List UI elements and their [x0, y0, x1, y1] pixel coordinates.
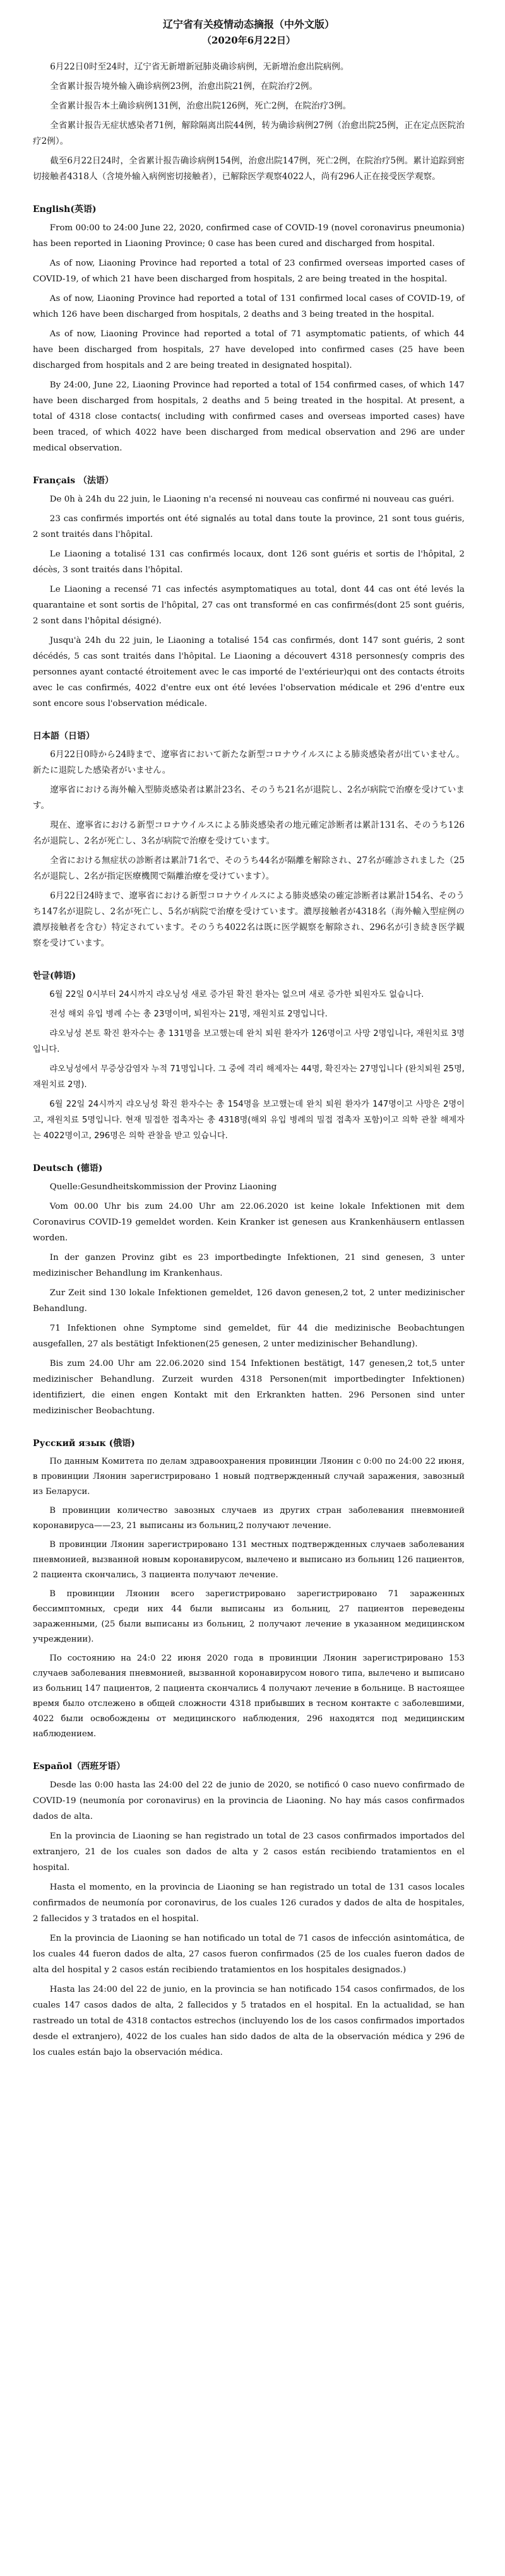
section-spanish: [33, 1760, 465, 2061]
section-heading-russian: Русский язык (俄语): [33, 1438, 135, 1449]
paragraph: Zur Zeit sind 130 lokale Infektionen gemeldet, 126 davon genesen,2 tot, 2 unter medizinischer Behandlung.: [33, 1288, 465, 1314]
paragraph: As of now, Liaoning Province had reported a total of 71 asymptomatic patients, of which 44 have been discharged from hospitals, 27 have developed into confirmed cases (25 have been discharged from hospitals and 2 are being treated in designated hospital).: [33, 329, 465, 370]
paragraph: 全省累计报告境外输入确诊病例23例，治愈出院21例，在院治疗2例。: [50, 81, 318, 91]
paragraph: 6月22日0時から24時まで、遼寧省において新たな新型コロナウイルスによる肺炎感染者が出ていません。新たに退院した感染者がいません。: [33, 750, 465, 775]
paragraph: 랴오닝성에서 무증상감염자 누적 71명입니다. 그 중에 격리 해제자는 44명, 확진자는 27명입니다 (완치퇴원 25명, 재원치료 2명).: [33, 1064, 465, 1090]
paragraph: В провинции Ляонин всего зарегистрировано зарегистрировано 71 зараженных бессимптомных, среди них 44 были выписаны из больниц, 27 пациентов переведены зараженными, (25 были выписаны из больниц, 2 получают лечение в указанном медицинском учреждении).: [33, 1589, 465, 1644]
paragraph: В провинции количество завозных случаев из других стран заболевания пневмонией коронавируса——23, 21 выписаны из больниц,2 получают лечение.: [33, 1506, 465, 1531]
document-title: 辽宁省有关疫情动态摘报（中外文版）: [162, 18, 335, 30]
paragraph: De 0h à 24h du 22 juin, le Liaoning n'a recensé ni nouveau cas confirmé ni nouveau cas guéri.: [49, 495, 454, 504]
paragraph: Quelle:Gesundheitskommission der Provinz Liaoning: [49, 1182, 277, 1192]
section-japanese: [33, 729, 465, 951]
paragraph: 23 cas confirmés importés ont été signalés au total dans toute la province, 21 sont tous guéris, 2 sont traités dans l'hôpital.: [33, 514, 465, 539]
paragraph: 랴오닝성 본토 확진 환자수는 총 131명을 보고했는데 완치 퇴원 환자가 126명이고 사망 2명입니다, 재원치료 3명입니다.: [33, 1029, 465, 1054]
paragraph: 全省累计报告本土确诊病例131例，治愈出院126例，死亡2例，在院治疗3例。: [50, 101, 352, 111]
paragraph: Desde las 0:00 hasta las 24:00 del 22 de junio de 2020, se notificó 0 caso nuevo confirmado de COVID-19 (neumonía por coronavirus) en la provincia de Liaoning. No hay más casos confirmados dados de alta.: [33, 1780, 465, 1821]
paragraph: 71 Infektionen ohne Symptome sind gemeldet, für 44 die medizinische Beobachtungen ausgefallen, 27 als bestätigt Infektionen(25 genesen, 2 unter medizinischer Behandlung).: [33, 1324, 465, 1349]
section-french: [33, 474, 465, 712]
paragraph: Hasta el momento, en la provincia de Liaoning se han registrado un total de 131 casos locales confirmados de neumonía por coronavirus, de los cuales 126 curados y dados de alta de hospitales, 2 fallecidos y 3 tratados en el hospital.: [33, 1883, 465, 1924]
paragraph: From 00:00 to 24:00 June 22, 2020, confirmed case of COVID-19 (novel coronavirus pneumonia) has been reported in Liaoning Province; 0 case has been cured and discharged from hospital.: [33, 223, 465, 249]
section-heading-french: Français （法语）: [33, 476, 114, 486]
paragraph: En la provincia de Liaoning se han notificado un total de 71 casos de infección asintomática, de los cuales 44 fueron dados de alta, 27 casos fueron confirmados (25 de los cuales fueron dados de alta del hospital y 2 casos están recibiendo tratamientos en los hospitales designados.): [33, 1934, 465, 1975]
paragraph: Vom 00.00 Uhr bis zum 24.00 Uhr am 22.06.2020 ist keine lokale Infektionen mit dem Coronavirus COVID-19 gemeldet worden. Kein Kranker ist genesen aus Krankenhäusern entlassen worden.: [33, 1202, 465, 1243]
section-heading-japanese: 日本語（日语）: [33, 731, 95, 741]
section-chinese: [33, 59, 465, 185]
paragraph: По данным Комитета по делам здравоохранения провинции Ляонин с 0:00 по 24:00 22 июня, в провинции Ляонин зарегистрировано 1 новый подтвержденный случай заражения, завозный из Беларуси.: [33, 1457, 465, 1497]
section-heading-korean: 한글(韩语): [33, 971, 76, 981]
paragraph: 6월 22일 24시까지 랴오닝성 확진 환자수는 총 154명을 보고했는데 완치 퇴원 환자가 147명이고 사망은 2명이고, 재원치료 5명입니다. 현재 밀접한 접촉자는 총 4318명(해외 유입 병례의 밀접 접촉자 포함)이고 의학 관찰 해제자는 4022명이고, 296명은 의학 관찰을 받고 있습니다.: [33, 1100, 465, 1141]
paragraph: 전성 해외 유입 병례 수는 총 23명이며, 퇴원자는 21명, 재원치료 2명입니다.: [49, 1009, 328, 1019]
paragraph: Bis zum 24.00 Uhr am 22.06.2020 sind 154 Infektionen bestätigt, 147 genesen,2 tot,5 unter medizinischer Behandlung. Zurzeit wurden 4318 Personen(mit importbedingter Infektionen) identifiziert, die einen engen Kontakt mit den Erkrankten hatten. 296 Personen sind unter medizinischer Beobachtung.: [33, 1359, 465, 1416]
paragraph: Le Liaoning a recensé 71 cas infectés asymptomatiques au total, dont 44 cas ont été levés la quarantaine et sont sortis de l'hôpital, 27 cas ont transformé en cas confirmés(dont 25 sont guéris, 2 sont dans l'hôpital désigné).: [33, 585, 465, 626]
paragraph: 全省累计报告无症状感染者71例，解除隔离出院44例，转为确诊病例27例（治愈出院25例，正在定点医院治疗2例）。: [33, 121, 465, 146]
section-english: [33, 203, 465, 456]
section-russian: [33, 1437, 465, 1742]
paragraph: 現在、遼寧省における新型コロナウイルスによる肺炎感染者の地元確定診断者は累計131名、そのうち126名が退院し、2名が死亡し、3名が病院で治療を受けています。: [33, 820, 465, 846]
paragraph: As of now, Liaoning Province had reported a total of 131 confirmed local cases of COVID-19, of which 126 have been discharged from hospitals, 2 deaths and 3 being treated in the hospital.: [33, 294, 465, 319]
paragraph: Hasta las 24:00 del 22 de junio, en la provincia se han notificado 154 casos confirmados, de los cuales 147 casos dados de alta, 2 fallecidos y 5 tratados en el hospital. En la actualidad, se han rastreado un total de 4318 contactos estrechos (incluyendo los de los casos confirmados importados desde el extranjero), 4022 de los cuales han sido dados de alta de la observación médica y 296 de los cuales están bajo la observación médica.: [33, 1985, 465, 2057]
section-heading-german: Deutsch (德语): [33, 1163, 103, 1173]
document-date: （2020年6月22日）: [201, 35, 296, 46]
section-heading-english: English(英语): [33, 204, 97, 215]
section-heading-spanish: Español（西班牙语）: [33, 1761, 126, 1772]
paragraph: 6월 22일 0시부터 24시까지 랴오닝성 새로 증가된 확진 환자는 없으며 새로 증가한 퇴원자도 없습니다.: [49, 990, 424, 999]
paragraph: Le Liaoning a totalisé 131 cas confirmés locaux, dont 126 sont guéris et sortis de l'hôpital, 2 décès, 3 sont traités dans l'hôpital.: [33, 550, 465, 575]
paragraph: 遼寧省における海外輸入型肺炎感染者は累計23名、そのうち21名が退院し、2名が病院で治療を受けています。: [33, 785, 465, 811]
paragraph: By 24:00, June 22, Liaoning Province had reported a total of 154 confirmed cases, of which 147 have been discharged from hospitals, 2 deaths and 5 being treated in the hospital. At present, a total of 4318 close contacts( including with confirmed cases and overseas imported cases) have been traced, of which 4022 have been discharged from medical observation and 296 are under medical observation.: [33, 380, 465, 453]
paragraph: 6月22日0时至24时，辽宁省无新增新冠肺炎确诊病例，无新增治愈出院病例。: [50, 62, 349, 72]
paragraph: As of now, Liaoning Province had reported a total of 23 confirmed overseas imported cases of COVID-19, of which 21 have been discharged from hospitals, 2 are being treated in the hospital.: [33, 259, 465, 284]
paragraph: В провинции Ляонин зарегистрировано 131 местных подтвержденных случаев заболевания пневмонией, вызванной новым коронавирусом, вылечено и выписано из больниц 126 пациентов, 2 пациента скончались, 3 пациента получают лечение.: [33, 1540, 465, 1580]
paragraph: По состоянию на 24:0 22 июня 2020 года в провинции Ляонин зарегистрировано 153 случаев заболевания пневмонией, вызванной коронавирусом нового типа, вылечено и выписано из больниц 147 пациентов, 2 пациента скончались 4 получают лечение в больнице. В настоящее время было отслежено в общей сложности 4318 прибывших в тесном контакте с заболевшими, 4022 были освобождены от медицинского наблюдения, 296 находятся под медицинским наблюдением.: [33, 1654, 465, 1739]
paragraph: En la provincia de Liaoning se han registrado un total de 23 casos confirmados importados del extranjero, 21 de los cuales son dados de alta y 2 casos están recibiendo tratamientos en el hospital.: [33, 1832, 465, 1873]
paragraph: 截至6月22日24时，全省累计报告确诊病例154例，治愈出院147例，死亡2例，在院治疗5例。累计追踪到密切接触者4318人（含境外输入病例密切接触者），已解除医学观察4022人，尚有296人正在接受医学观察。: [33, 156, 465, 182]
section-korean: [33, 969, 465, 1144]
paragraph: 6月22日24時まで、遼寧省における新型コロナウイルスによる肺炎感染の確定診断者は累計154名、そのうち147名が退院し、2名が死亡し、5名が病院で治療を受けています。濃厚接触者が4318名（海外輸入型症例の濃厚接触者を含む）特定されています。そのうち4022名は既に医学観察を解除され、296名が引き続き医学観察を受けています。: [33, 891, 465, 948]
section-german: [33, 1162, 465, 1419]
paragraph: Jusqu'à 24h du 22 juin, le Liaoning a totalisé 154 cas confirmés, dont 147 sont guéris, 2 sont décédés, 5 cas sont traités dans l'hôpital. Le Liaoning a découvert 4318 personnes(y compris des personnes ayant contacté étroitement avec le cas importé de l'extérieur)qui ont des contacts étroits avec le cas confirmés, 4022 d'entre eux ont été levées l'observation médicale et 296 d'entre eux sont encore sous l'observation médicale.: [33, 636, 465, 709]
paragraph: 全省における無症状の診断者は累計71名で、そのうち44名が隔離を解除され、27名が確診されました（25名が退院し、2名が指定医療機関で隔離治療を受けています）。: [33, 856, 465, 881]
paragraph: In der ganzen Provinz gibt es 23 importbedingte Infektionen, 21 sind genesen, 3 unter medizinischer Behandlung im Krankenhaus.: [33, 1253, 465, 1278]
